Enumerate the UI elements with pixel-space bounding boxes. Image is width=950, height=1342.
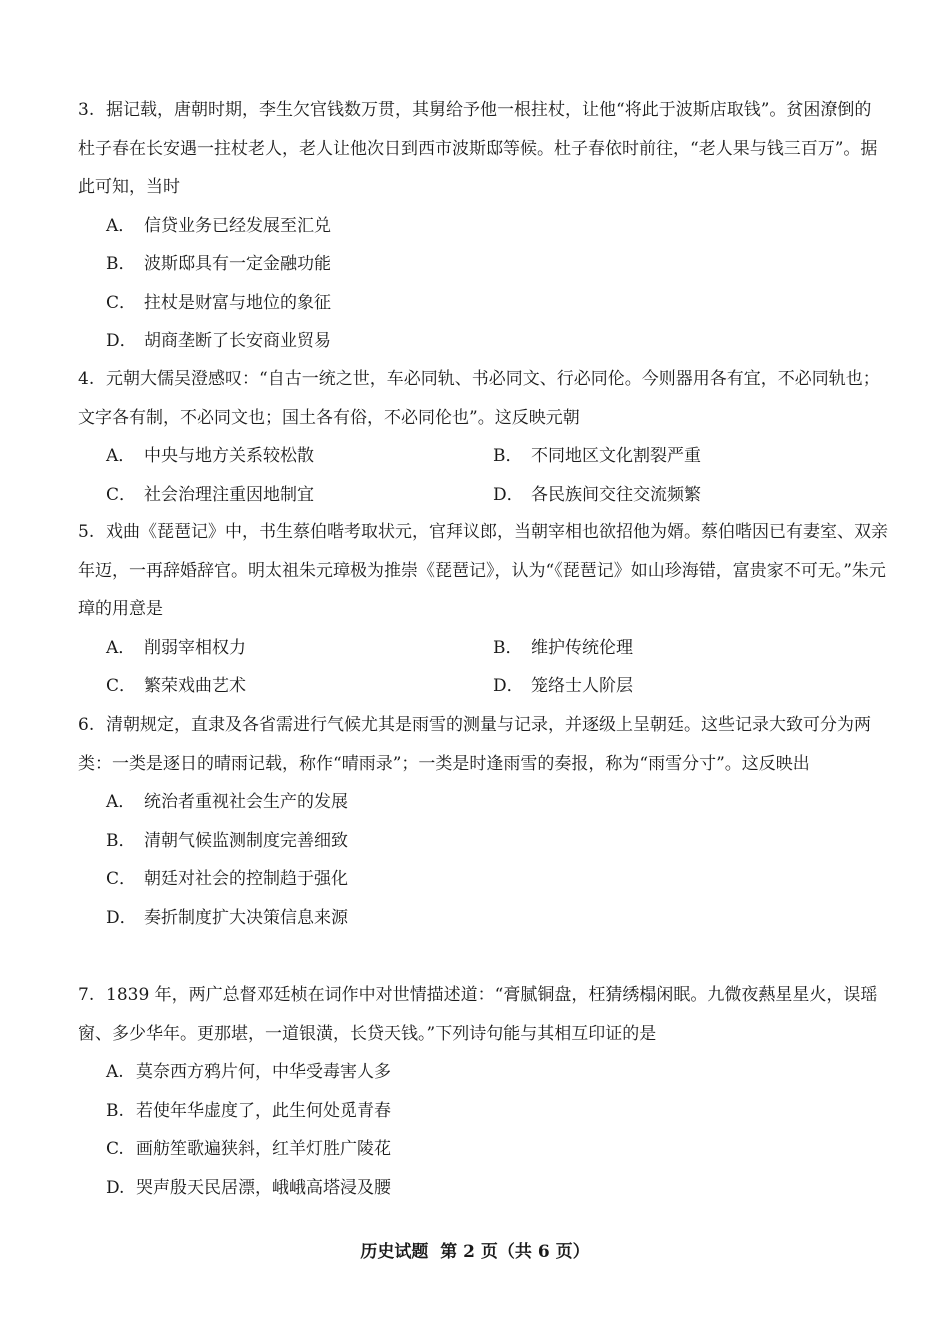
option-d: [106, 1169, 391, 1208]
question-7: [78, 976, 888, 1207]
option-c: [106, 476, 314, 515]
question-stem: [78, 976, 888, 1053]
option-c: [106, 284, 331, 323]
option-row: [78, 899, 888, 938]
option-text: 削弱宰相权力: [144, 637, 246, 658]
question-stem: [78, 706, 888, 783]
option-letter: D.: [106, 1177, 125, 1198]
option-text: 波斯邸具有一定金融功能: [144, 254, 331, 274]
question-number: 5.: [78, 522, 95, 542]
question-6: [78, 706, 888, 937]
option-row: [78, 1169, 888, 1208]
question-number: 6.: [78, 715, 95, 735]
option-letter: A．: [106, 215, 136, 236]
option-text: 画舫笙歌遍狭斜，红羊灯胜广陵花: [136, 1139, 391, 1159]
option-text: 笼络士人阶层: [531, 676, 633, 696]
option-c: [106, 667, 246, 706]
option-text: 朝廷对社会的控制趋于强化: [144, 869, 348, 889]
option-a: [106, 1053, 391, 1092]
option-text: 中央与地方关系较松散: [144, 446, 314, 466]
option-row: [78, 860, 888, 899]
question-text: 元朝大儒吴澄感叹：“自古一统之世，车必同轨、书必同文、行必同伦。今则器用各有宜，不必同轨也；文字各有制，不必同文也；国土各有俗，不必同伦也”。这反映元朝: [78, 369, 880, 428]
question-number: 3.: [78, 100, 95, 120]
option-letter: C.: [106, 1139, 124, 1159]
option-letter: D．: [493, 484, 524, 505]
option-letter: C．: [106, 869, 137, 889]
option-letter: C．: [106, 292, 137, 313]
option-letter: C．: [106, 676, 137, 696]
option-b: [106, 822, 348, 861]
option-letter: A．: [106, 792, 136, 812]
option-a: [106, 783, 348, 822]
question-text: 据记载，唐朝时期，李生欠官钱数万贯，其舅给予他一根拄杖，让他“将此于波斯店取钱”。贫困潦倒的杜子春在长安遇一拄杖老人，老人让他次日到西市波斯邸等候。杜子春依时前往，“老人果与钱三百万”。据此可知，当时: [78, 100, 878, 197]
footer-subject: 历史试题: [360, 1242, 429, 1262]
option-a: [106, 629, 246, 668]
option-b: [106, 245, 331, 284]
page-footer: [0, 1237, 950, 1262]
option-text: 清朝气候监测制度完善细致: [144, 830, 348, 851]
question-number: 7.: [78, 985, 95, 1005]
option-row: [78, 1130, 888, 1169]
option-row: [78, 322, 888, 361]
option-letter: B．: [106, 830, 136, 851]
option-text: 信贷业务已经发展至汇兑: [144, 215, 331, 236]
option-letter: D．: [493, 676, 524, 696]
option-text: 拄杖是财富与地位的象征: [144, 292, 331, 313]
question-text: 1839 年，两广总督邓廷桢在词作中对世情描述道：“膏腻铜盘，枉猜绣榻闲眠。九微夜爇星星火，误瑶窗、多少华年。更那堪，一道银潢，长贷天钱。”下列诗句能与其相互印证的是: [78, 985, 878, 1044]
option-row: [78, 629, 888, 668]
question-stem: [78, 513, 888, 629]
option-c: [106, 860, 348, 899]
option-text: 社会治理注重因地制宜: [144, 484, 314, 505]
footer-page-number: 第 2 页（共 6 页）: [440, 1242, 590, 1262]
option-text: 哭声殷天民居漂，峨峨高塔浸及腰: [136, 1177, 391, 1198]
option-row: [78, 437, 888, 476]
option-letter: D．: [106, 331, 137, 351]
option-row: [78, 284, 888, 323]
option-text: 不同地区文化割裂严重: [531, 446, 701, 466]
option-row: [78, 476, 888, 515]
question-text: 清朝规定，直隶及各省需进行气候尤其是雨雪的测量与记录，并逐级上呈朝廷。这些记录大致可分为两类：一类是逐日的晴雨记载，称作“晴雨录”；一类是时逢雨雪的奏报，称为“雨雪分寸”。这反映出: [78, 715, 871, 774]
option-text: 维护传统伦理: [531, 637, 633, 658]
option-text: 莫奈西方鸦片何，中华受毒害人多: [136, 1062, 391, 1082]
question-4: [78, 360, 888, 514]
option-text: 各民族间交往交流频繁: [531, 484, 701, 505]
question-3: [78, 91, 888, 361]
option-d: [493, 476, 701, 515]
option-text: 奏折制度扩大决策信息来源: [144, 907, 348, 928]
option-letter: A．: [106, 637, 136, 658]
option-text: 繁荣戏曲艺术: [144, 676, 246, 696]
option-row: [78, 783, 888, 822]
option-d: [106, 899, 348, 938]
option-a: [106, 207, 331, 246]
option-a: [106, 437, 314, 476]
option-d: [106, 322, 331, 361]
option-d: [493, 667, 633, 706]
option-row: [78, 1092, 888, 1131]
option-letter: B．: [106, 254, 136, 274]
option-letter: B．: [493, 446, 523, 466]
option-c: [106, 1130, 391, 1169]
option-b: [493, 629, 633, 668]
option-letter: D．: [106, 907, 137, 928]
option-text: 胡商垄断了长安商业贸易: [144, 331, 331, 351]
option-letter: B.: [106, 1100, 124, 1121]
option-letter: C．: [106, 484, 137, 505]
option-letter: A.: [106, 1062, 124, 1082]
question-stem: [78, 360, 888, 437]
option-row: [78, 1053, 888, 1092]
question-text: 戏曲《琵琶记》中，书生蔡伯喈考取状元，官拜议郎，当朝宰相也欲招他为婿。蔡伯喈因已有妻室、双亲年迈，一再辞婚辞官。明太祖朱元璋极为推崇《琵琶记》，认为“《琵琶记》如山珍海错，富贵家不可无。”朱元璋的用意是: [78, 522, 888, 619]
question-number: 4.: [78, 369, 95, 389]
option-text: 统治者重视社会生产的发展: [144, 792, 348, 812]
option-row: [78, 207, 888, 246]
option-row: [78, 245, 888, 284]
option-b: [493, 437, 701, 476]
option-letter: B．: [493, 637, 523, 658]
option-letter: A．: [106, 446, 136, 466]
question-stem: [78, 91, 888, 207]
question-5: [78, 513, 888, 706]
option-b: [106, 1092, 391, 1131]
option-row: [78, 822, 888, 861]
option-text: 若使年华虚度了，此生何处觅青春: [136, 1100, 391, 1121]
option-row: [78, 667, 888, 706]
